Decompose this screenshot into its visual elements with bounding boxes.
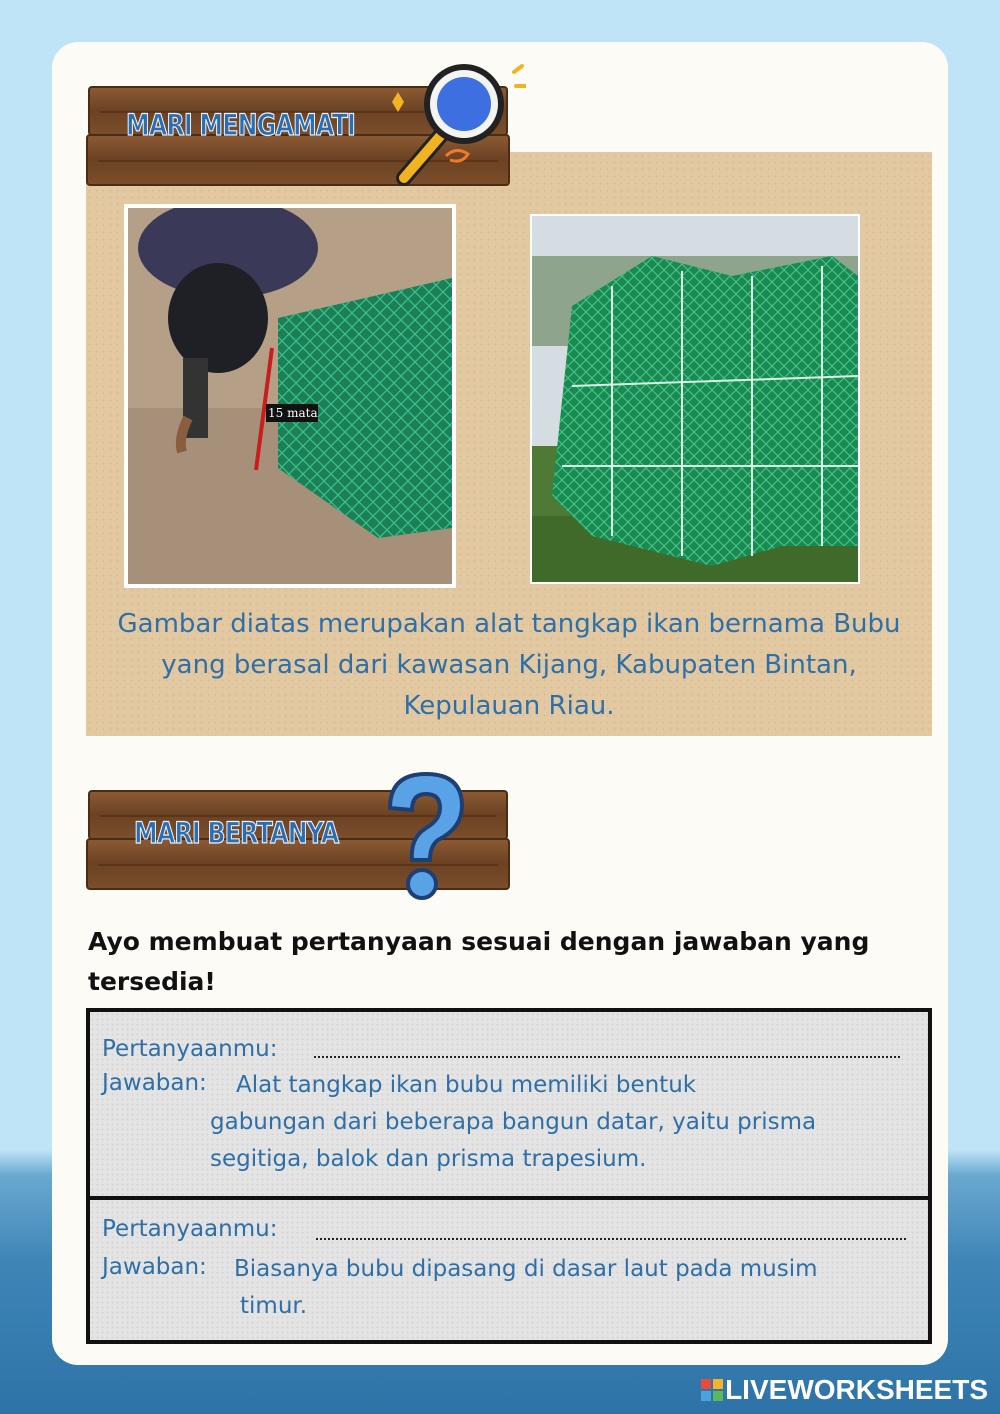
question-answer-line-2[interactable] <box>316 1238 906 1240</box>
answer-text-line: Biasanya bubu dipasang di dasar laut pada musim <box>234 1256 818 1282</box>
question-label: Pertanyaanmu: <box>102 1036 278 1062</box>
observe-banner <box>86 82 526 192</box>
observe-title: MARI MENGAMATI <box>126 108 356 142</box>
answer-label: Jawaban: <box>102 1254 207 1280</box>
answer-text-line: timur. <box>240 1293 308 1319</box>
ask-title: MARI BERTANYA <box>134 816 339 850</box>
instruction-text: Ayo membuat pertanyaan sesuai dengan jawaban yang tersedia! <box>88 927 870 996</box>
brand-grid-icon <box>701 1379 723 1401</box>
question-answer-line-1[interactable] <box>314 1056 900 1058</box>
brand-name: LIVEWORKSHEETS <box>725 1374 988 1405</box>
magnifier-icon <box>376 52 526 192</box>
photo-measuring-net <box>124 204 456 588</box>
question-box-1 <box>86 1008 932 1202</box>
answer-text-line: gabungan dari beberapa bangun datar, yaitu prisma <box>210 1109 817 1135</box>
photo-label: 15 mata <box>268 406 318 420</box>
observe-caption: Gambar diatas merupakan alat tangkap ikan bernama Bubu yang berasal dari kawasan Kijang, Kabupaten Bintan, Kepulauan Riau. <box>117 609 901 721</box>
brand-logo <box>701 1374 988 1406</box>
question-box-2 <box>86 1196 932 1344</box>
answer-text-line: segitiga, balok dan prisma trapesium. <box>210 1146 647 1172</box>
question-mark-icon <box>376 768 476 906</box>
answer-label: Jawaban: <box>102 1070 207 1096</box>
ask-banner <box>86 772 526 912</box>
answer-text-line: Alat tangkap ikan bubu memiliki bentuk <box>236 1072 697 1098</box>
question-label: Pertanyaanmu: <box>102 1216 278 1242</box>
photo-bubu-trap <box>530 214 860 584</box>
